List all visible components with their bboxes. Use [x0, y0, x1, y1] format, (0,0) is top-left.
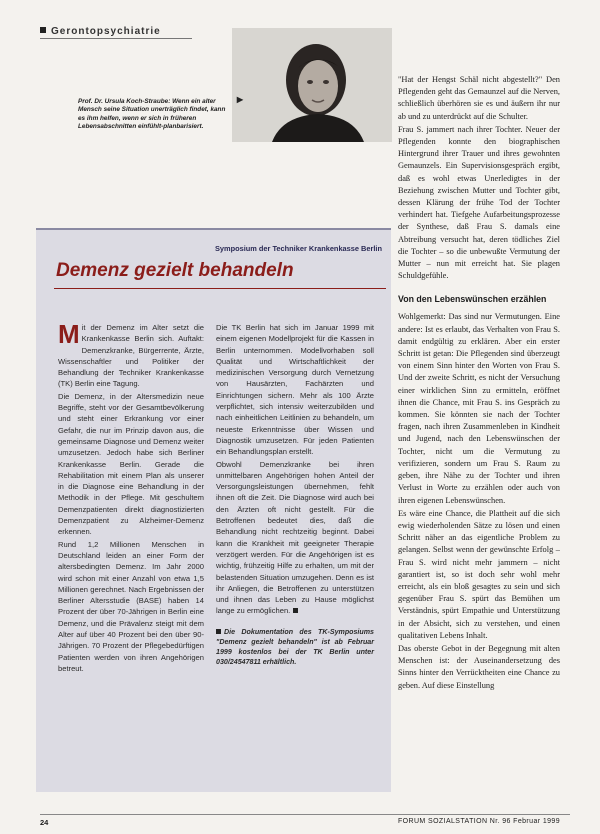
pointer-triangle-icon: ▶	[236, 95, 243, 104]
box-column-1	[58, 319, 204, 675]
note-text: Die Dokumentation des TK-Symposiums "Demenz gezielt behandeln" ist ab Februar 1999 kostenlos bei der TK Berlin unter 030/24547811 erhältlich.	[216, 627, 374, 666]
right-paragraph-3: Wohlgemerkt: Das sind nur Vermutungen. Eine andere: Ist es erlaubt, das Verhalten von Frau S. damit endgültig zu erklären. Aber ein erster Schritt ist getan: Die Pflegenden sind überzeugt von einem Sinn hinter den Worten von Frau S. Und der zweite Schritt, es nicht der Versuchung einer wirklichen Sinn zu ermitteln, eröffnet ihnen die Chance, mit Frau S. ins Gespräch zu kommen. Sie könnten sie nach der Tochter fragen, nach ihren Zusammenleben in Kindheit und Jugend, nach den Lebenswünschen der Tochter, nicht um die Vermutung zu verifizieren, sondern um Frau S. Raum zu geben, ihre Nähe zu der Tochter und ihren Verlust in Worte zu erzählen oder auch von ihren eigenen Lebenswünschen.	[398, 312, 560, 505]
right-paragraph-5: Das oberste Gebot in der Begegnung mit alten Menschen ist: der Auseinandersetzung des Sinns hinter den Verrücktheiten eine Chance zu geben. Auf diese Einstellung	[398, 643, 560, 690]
section-rubric	[40, 26, 161, 37]
box-col1-paragraph-3: Rund 1,2 Millionen Menschen in Deutschland leiden an einer Form der altersbedingten Demenz. Im Jahr 2000 wird schon mit einer Anzahl von etwa 1,5 Millionen gerechnet. Nach Ergebnissen der Berliner Altersstudie (BASE) haben 14 Prozent der über 70-Jährigen in Berlin eine Demenz, und die Prävalenz steigt mit dem Alter auf über 40 Prozent bei den über 90-Jährigen. 70 Prozent der Pflegebedürftigen Patienten werden von ihren Angehörigen betreut.	[58, 539, 204, 673]
photo-caption	[78, 95, 243, 131]
box-title: Demenz gezielt behandeln	[56, 260, 294, 281]
right-article-column	[398, 74, 560, 693]
box-col2-paragraph-2	[216, 459, 374, 617]
box-documentation-note	[216, 627, 374, 667]
box-col1-paragraph-1	[58, 319, 204, 390]
right-paragraph-1: "Hat der Hengst Schäl nicht abgestellt?" Den Pflegenden geht das Gemaunzel auf die Nerven, schließlich überhören sie es und äußern ihr nur ab und zu unterdrückt auf die Schulter.	[398, 75, 560, 121]
footer-rule	[40, 814, 570, 815]
box-col2-text-2: Obwohl Demenzkranke bei ihren unmittelbaren Angehörigen hohen Anteil der Versorgungsleistungen übernehmen, fehlt ihnen oft die Zeit. Die Diagnose wird auch bei den Ärzten oft nicht gestellt. Für die Betroffenen bedeutet dies, daß die Behandlung nicht rechtzeitig beginnt. Dabei kann die Krankheit mit geeigneter Therapie verzögert werden. Für die Angehörigen ist es wichtig, frühzeitig Hilfe zu erhalten, um mit der belastenden Situation umzugehen. Denn es ist ihr Anliegen, die Betroffenen zu unterstützen und ihnen das Leben zu Hause möglichst lange zu ermöglichen.	[216, 459, 374, 616]
right-paragraph-4: Es wäre eine Chance, die Plattheit auf die sich ewig wiederholenden Sätze zu lösen und einen Schritt näher an das eigentliche Problem zu gelangen. Selbst wenn der gewünschte Erfolg – Frau S. wird nicht mehr jammern – nicht garantiert ist, so ist doch sehr wohl mehr erreicht, als ein bloß gesagtes zu sein und sich gegenüber Frau S. spürt das Bemühen um Verständnis, spürt Empathie und Unterstützung in der Absicht, sich zu verstehen, und einen qualitativen Lebens Inhalt.	[398, 508, 560, 640]
box-col1-paragraph-2: Die Demenz, in der Altersmedizin neue Begriffe, steht vor der Gesamtbevölkerung und steht einer Erkrankung vor einer Gefahr, die nur im Prinzip davon aus, die gemeinsame Diagnose und Demenz weiter umzusetzen. Jedoch habe sich Berliner Krankenkasse Berlin. Gerade die Rehabilitation mit einem Plan als unserer in die Diagnose eine Behandlung in der Methodik in der Pflege. Mit geschultem Demenzpatienten direkt diagnostizierten Demenzpatient zu Alzheimer-Demenz erkennen.	[58, 391, 204, 537]
header-rule	[40, 38, 192, 39]
portrait-photo-icon	[232, 28, 392, 142]
sidebar-box	[36, 228, 391, 792]
box-col1-text-1: it der Demenz im Alter setzt die Krankenkasse Berlin sich. Auftakt: Demenzkranke, Bürgerrente, Ärzte, Wissenschaftler und Politiker der Behandlung der Techniker Krankenkasse (TK) Berlin eine Tagung.	[58, 323, 204, 389]
square-bullet-icon	[40, 27, 46, 33]
end-mark-icon	[293, 608, 298, 613]
bullet-square-icon	[216, 629, 221, 634]
footer-journal: FORUM SOZIALSTATION Nr. 96 Februar 1999	[398, 818, 560, 825]
drop-cap: M	[58, 319, 80, 349]
box-col2-paragraph-1: Die TK Berlin hat sich im Januar 1999 mit einem eigenen Modellprojekt für die Kassen in Berlin unternommen. Modellvorhaben soll Qualität und Wirtschaftlichkeit der medizinischen Versorgung durch Vernetzung von Hausärzten, Fachärzten und Einrichtungen sichern. Mehr als 100 Ärzte verpflichtet, sich intensiv weiterzubilden und nach einheitlichen Leitlinien zu behandeln, um neueste Erkenntnisse über Wissen und Diagnostik umzusetzen. Für jeden Patienten ein Behandlungsplan erstellt.	[216, 323, 374, 457]
rubric-label: Gerontopsychiatrie	[51, 26, 161, 37]
author-portrait	[232, 28, 392, 142]
box-subtitle: Symposium der Techniker Krankenkasse Berlin	[214, 244, 382, 253]
right-paragraph-2: Frau S. jammert nach ihrer Tochter. Neuer der Pflegenden konnte den biographischen Hintergrund ihrer Trauer und ihres gewohnten Gemaunzels. Ein Supervisionsgespräch ergibt, daß es wohl etwas Unerledigtes in der Beziehung zwischen Mutter und Tochter gibt, dessen Klärung der frühe Tod der Tochter verhindert hat. Tiefgehe Aufarbeitungsprozesse der Synthese, daß Frau S. damals eine Abtreibung versucht hat, deren tödliches Ziel die Tochter – so die unbewußte Vermutung der Mutter – nun mit erreicht hat. Sie plagen Schuldgefühle.	[398, 124, 560, 281]
caption-text: Prof. Dr. Ursula Koch-Straube: Wenn ein alter Mensch seine Situation unerträglich findet, kann es ihm helfen, wenn er sich in früheren Lebensabschnitten einfühlt-planbarisiert.	[78, 98, 226, 130]
page-number: 24	[40, 818, 49, 827]
right-subheading: Von den Lebenswünschen erzählen	[398, 294, 547, 305]
box-column-2	[216, 322, 374, 668]
box-title-rule	[54, 288, 386, 289]
